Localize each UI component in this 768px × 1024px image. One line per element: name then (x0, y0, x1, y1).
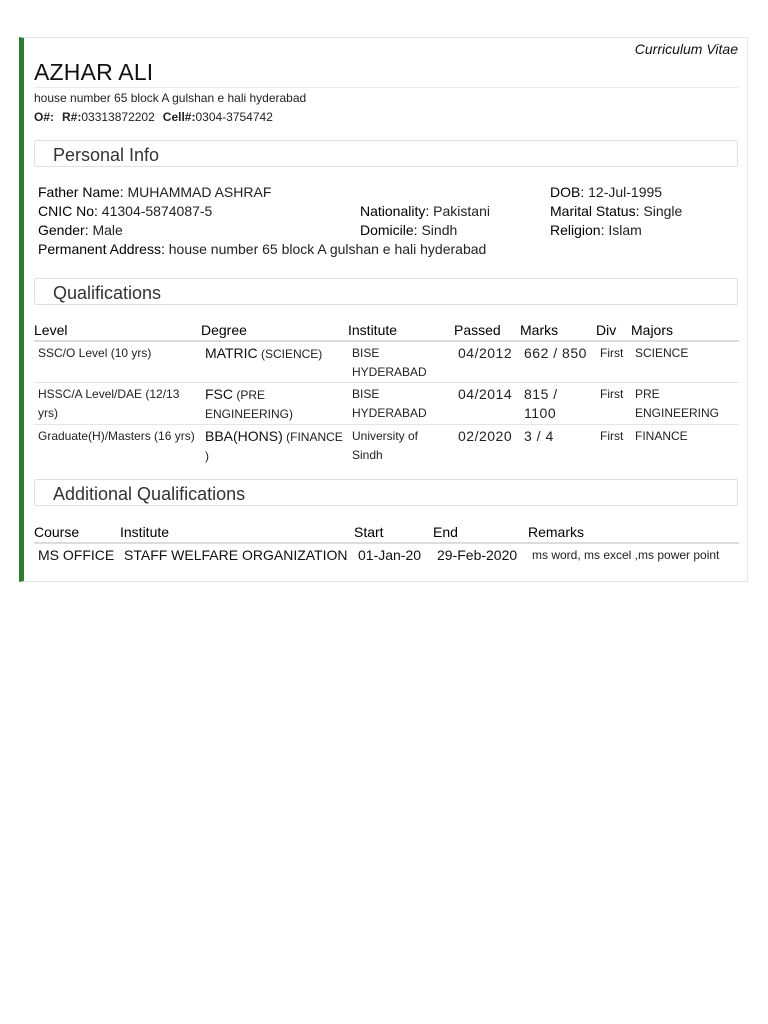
end-cell: 29-Feb-2020 (437, 547, 518, 563)
additional-qualifications-table (34, 522, 739, 565)
institute-cell: BISE HYDERABAD (348, 341, 454, 383)
field-value: Single (643, 203, 683, 219)
field-value: Pakistani (433, 203, 490, 219)
table-row (34, 383, 739, 425)
field-label: Nationality: (360, 203, 430, 219)
majors-cell: SCIENCE (631, 341, 739, 383)
field-label: Religion: (550, 222, 605, 238)
residence-value: 03313872202 (81, 110, 155, 124)
field-value: 41304-5874087-5 (101, 203, 213, 219)
column-header: Course (34, 522, 120, 543)
column-header: End (433, 522, 528, 543)
passed-cell: 04/2014 (454, 383, 520, 425)
level-cell: Graduate(H)/Masters (16 yrs) (38, 429, 195, 443)
field-label: Gender: (38, 222, 89, 238)
institute-cell: BISE HYDERABAD (348, 383, 454, 425)
degree-name: MATRIC (205, 345, 258, 361)
degree-name: FSC (205, 386, 233, 402)
course-cell: MS OFFICE (38, 547, 115, 563)
office-label: O#: (34, 110, 55, 124)
degree-note: (FINANCE ) (205, 430, 343, 463)
degree-note: (PRE ENGINEERING) (205, 388, 294, 421)
marital-status-field (550, 203, 682, 219)
personal-info-section-header (34, 140, 738, 167)
candidate-address: house number 65 block A gulshan e hali hyderabad (34, 91, 307, 105)
degree-note: (SCIENCE) (260, 347, 323, 361)
section-title: Personal Info (53, 145, 160, 165)
column-header: Institute (348, 320, 454, 341)
gender-field (38, 222, 123, 238)
field-label: Domicile: (360, 222, 418, 238)
field-label: Permanent Address: (38, 241, 165, 257)
division-cell: First (600, 429, 624, 443)
field-value: Islam (608, 222, 642, 238)
level-cell: HSSC/A Level/DAE (12/13 yrs) (34, 383, 201, 425)
field-value: Male (92, 222, 123, 238)
table-header-row (34, 522, 739, 543)
column-header: Start (354, 522, 433, 543)
field-label: CNIC No: (38, 203, 98, 219)
majors-cell: FINANCE (635, 429, 688, 443)
marks-cell: 662 / 850 (520, 341, 596, 383)
religion-field (550, 222, 642, 238)
division-cell: First (596, 383, 631, 425)
contact-line (34, 110, 273, 124)
remarks-cell: ms word, ms excel ,ms power point (532, 548, 720, 562)
institute-cell: STAFF WELFARE ORGANIZATION (124, 547, 348, 563)
column-header: Level (34, 320, 201, 341)
passed-cell: 04/2012 (454, 341, 520, 383)
cell-label: Cell#: (162, 110, 196, 124)
qualifications-table (34, 320, 739, 466)
qualifications-section-header (34, 278, 738, 305)
father-name-field (38, 184, 271, 200)
permanent-address-field (38, 241, 486, 257)
column-header: Marks (520, 320, 596, 341)
cnic-field (38, 203, 212, 219)
domicile-field (360, 222, 457, 238)
table-header-row (34, 320, 739, 341)
degree-name: BBA(HONS) (205, 428, 283, 444)
section-title: Qualifications (53, 283, 162, 303)
table-row (34, 425, 739, 467)
column-header: Institute (120, 522, 354, 543)
section-title: Additional Qualifications (53, 484, 246, 504)
field-label: Father Name: (38, 184, 124, 200)
candidate-name: AZHAR ALI (34, 59, 154, 85)
level-cell: SSC/O Level (10 yrs) (34, 341, 201, 383)
cv-card (19, 37, 748, 582)
division-cell: First (596, 341, 631, 383)
degree-cell (201, 341, 348, 383)
cell-value: 0304-3754742 (195, 110, 273, 124)
table-row (34, 341, 739, 383)
divider (34, 87, 738, 88)
additional-qualifications-section-header (34, 479, 738, 506)
dob-field (550, 184, 662, 200)
field-value: MUHAMMAD ASHRAF (127, 184, 272, 200)
institute-cell: University of Sindh (352, 429, 419, 462)
residence-label: R#: (62, 110, 82, 124)
column-header: Remarks (528, 522, 739, 543)
nationality-field (360, 203, 490, 219)
field-value: Sindh (421, 222, 458, 238)
column-header: Div (596, 320, 631, 341)
column-header: Passed (454, 320, 520, 341)
document-type: Curriculum Vitae (634, 41, 738, 57)
start-cell: 01-Jan-20 (358, 547, 422, 563)
field-label: Marital Status: (550, 203, 640, 219)
field-value: 12-Jul-1995 (588, 184, 663, 200)
field-value: house number 65 block A gulshan e hali hyderabad (168, 241, 487, 257)
column-header: Majors (631, 320, 739, 341)
degree-cell (201, 383, 348, 425)
field-label: DOB: (550, 184, 585, 200)
marks-cell: 815 / 1100 (520, 383, 596, 425)
passed-cell: 02/2020 (458, 428, 513, 444)
table-row (34, 543, 739, 565)
majors-cell: PRE ENGINEERING (631, 383, 739, 425)
degree-cell (201, 425, 348, 467)
marks-cell: 3 / 4 (524, 428, 554, 444)
column-header: Degree (201, 320, 348, 341)
